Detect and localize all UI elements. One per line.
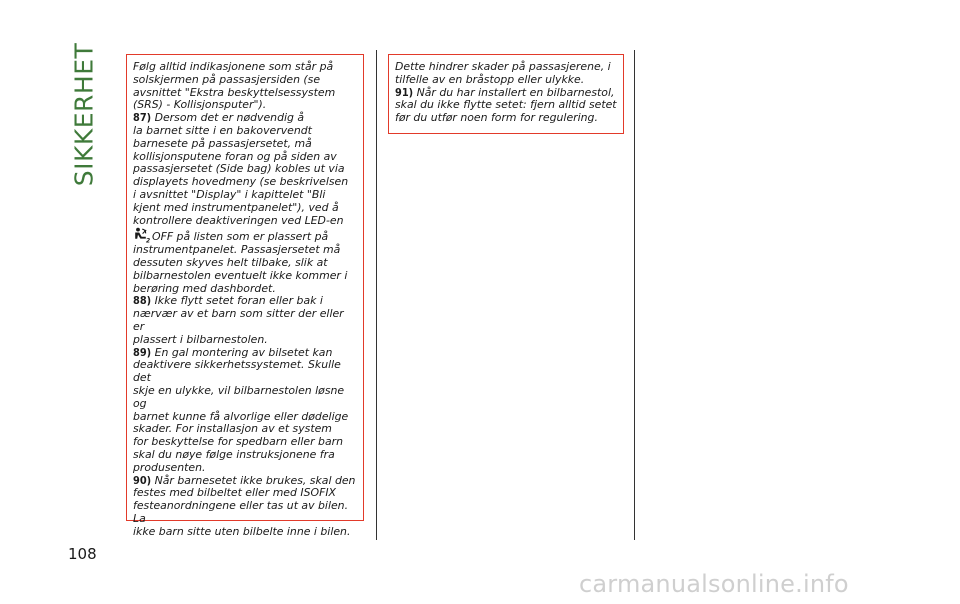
item-number: 90)	[133, 473, 152, 487]
warning-box-column-2	[388, 54, 624, 134]
warning-item-90: 90) Når barnesetet ikke brukes, skal den festes med bilbeltet eller med ISOFIX festeanordningene eller tas ut av bilen. La ikke barn sitte uten bilbelte inne i bilen.	[133, 473, 356, 538]
warning-box-column-1	[126, 54, 364, 538]
column-divider-left	[376, 50, 377, 540]
section-title: SIKKERHET	[69, 42, 99, 186]
item-number: 88)	[133, 294, 152, 308]
column-divider-right	[634, 50, 635, 540]
item-number: 89)	[133, 345, 152, 359]
warning-item-88: 88) Ikke flytt setet foran eller bak i nærvær av et barn som sitter der eller er plassert i bilbarnestolen.	[133, 294, 344, 346]
continued-paragraph: Dette hindrer skader på passasjerene, i tilfelle av en bråstopp eller ulykke.	[395, 60, 611, 86]
item-number: 91)	[395, 85, 414, 99]
item-number: 87)	[133, 111, 152, 125]
svg-text:2: 2	[146, 237, 150, 244]
warning-item-89: 89) En gal montering av bilsetet kan deaktivere sikkerhetssystemet. Skulle det skje en ulykke, vil bilbarnestolen løsne og barnet kunne få alvorlige eller dødelige skader. For installasjon av et system for beskyttelse for spedbarn eller barn skal du nøye følge instruksjonene fra produsenten.	[133, 345, 349, 474]
page-number: 108	[68, 545, 97, 563]
warning-item-87: 87) Dersom det er nødvendig å la barnet sitte i en bakovervendt barnesete på passasjersetet, må kollisjonsputene foran og på siden av passasjersetet (Side bag) kobles ut via displayets hovedmeny (se beskrivelsen i avsnittet "Display" i kapittelet "Bli kjent med instrumentpanelet"), ved å kontrollere deaktiveringen ved LED-en 2 OFF på listen som er plassert på instrumentpanelet. Passasjersetet må dessuten skyves helt tilbake, slik at bilbarnestolen eventuelt ikke kommer i berøring med dashbordet.	[133, 111, 349, 295]
passenger-airbag-off-icon	[133, 227, 150, 243]
section-tab	[60, 42, 108, 186]
warning-item-91: 91) Når du har installert en bilbarnestol, skal du ikke flytte setet: fjern alltid setet før du utfør noen form for regulering.	[395, 85, 617, 125]
intro-paragraph: Følg alltid indikasjonene som står på solskjermen på passasjersiden (se avsnittet "Ekstra beskyttelsessystem (SRS) - Kollisjonsputer").	[133, 60, 336, 112]
watermark: carmanualsonline.info	[579, 570, 849, 598]
